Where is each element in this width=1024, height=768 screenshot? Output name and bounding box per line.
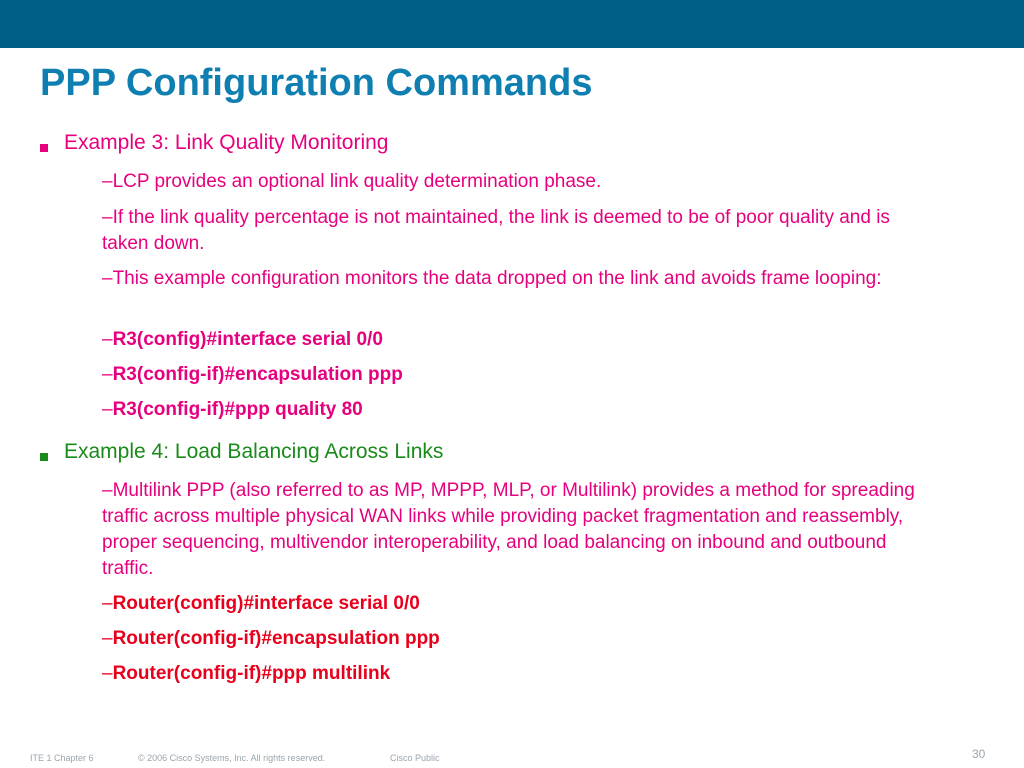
- command-text: R3(config-if)#ppp quality 80: [112, 399, 363, 420]
- section-heading-load-balancing: Example 4: Load Balancing Across Links: [64, 440, 444, 463]
- command-line: [102, 626, 922, 652]
- command-line: [102, 362, 922, 388]
- dash: –: [102, 268, 113, 289]
- item-text: Multilink PPP (also referred to as MP, MPPP, MLP, or Multilink) provides a method for spreading traffic across multiple physical WAN links while providing packet fragmentation and reassembly, proper sequencing, multivendor interoperability, and load balancing on inbound and outbound traffic.: [102, 480, 915, 579]
- dash: –: [102, 364, 113, 385]
- dash: –: [102, 480, 113, 501]
- command-text: Router(config-if)#encapsulation ppp: [112, 628, 440, 649]
- command-line: [102, 661, 922, 687]
- command-line: [102, 591, 922, 617]
- dash: –: [102, 593, 113, 614]
- header-bar: [0, 0, 1024, 48]
- command-text: Router(config)#interface serial 0/0: [112, 593, 420, 614]
- command-text: R3(config-if)#encapsulation ppp: [112, 364, 403, 385]
- command-line: [102, 327, 922, 353]
- slide-title: PPP Configuration Commands: [40, 62, 593, 104]
- command-line: [102, 397, 922, 423]
- item-text: If the link quality percentage is not maintained, the link is deemed to be of poor quality and is taken down.: [102, 207, 890, 254]
- bullet-icon: [40, 142, 52, 154]
- dash: –: [102, 207, 113, 228]
- list-item: [102, 169, 922, 195]
- command-text: R3(config)#interface serial 0/0: [112, 329, 383, 350]
- dash: –: [102, 628, 113, 649]
- dash: –: [102, 329, 113, 350]
- list-item: [102, 205, 922, 257]
- list-item: [102, 266, 922, 292]
- page-number: 30: [972, 747, 986, 761]
- section-heading-link-quality: Example 3: Link Quality Monitoring: [64, 131, 389, 154]
- dash: –: [102, 171, 113, 192]
- item-text: This example configuration monitors the data dropped on the link and avoids frame looping:: [112, 268, 882, 289]
- command-text: Router(config-if)#ppp multilink: [112, 663, 391, 684]
- footer-classification: Cisco Public: [390, 753, 440, 763]
- footer-course: ITE 1 Chapter 6: [30, 753, 94, 763]
- bullet-icon: [40, 451, 52, 463]
- dash: –: [102, 399, 113, 420]
- list-item: [102, 478, 922, 582]
- dash: –: [102, 663, 113, 684]
- item-text: LCP provides an optional link quality determination phase.: [112, 171, 602, 192]
- footer-copyright: © 2006 Cisco Systems, Inc. All rights reserved.: [138, 753, 326, 763]
